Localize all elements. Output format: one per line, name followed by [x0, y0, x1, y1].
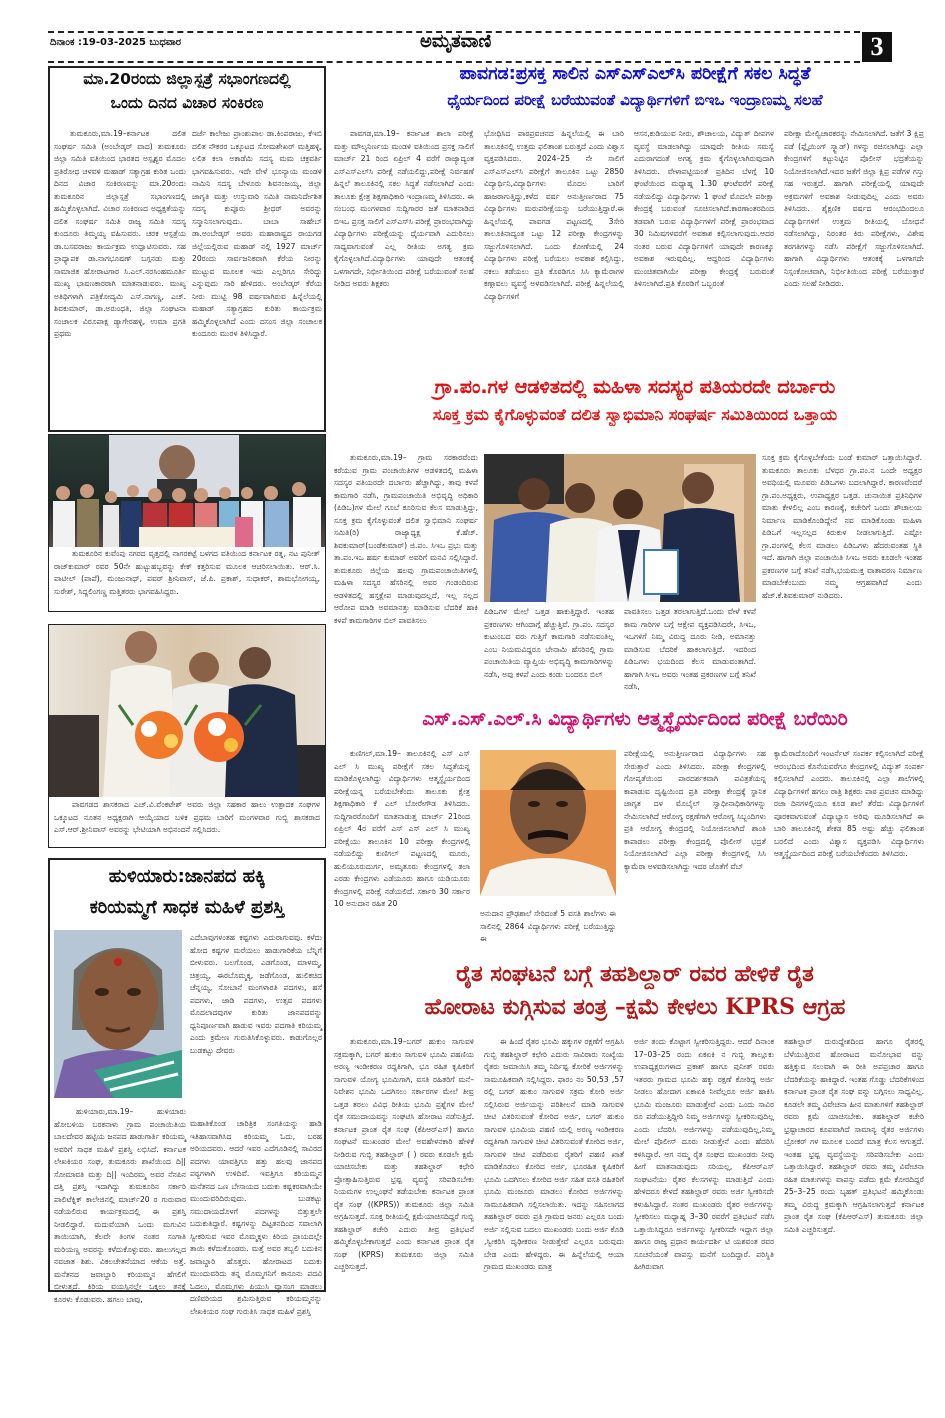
seminar-body-col-2: ದರ್ಜೆ ಕಾಲೇಜು ಪ್ರಾಂಶುಪಾಲ ಡಾ.ಕಿಂಪರಾಜು, ಕೆಇಬಿ ದಲಿತ ನೌಕರರ ಒಕ್ಕೂಟದ ಸೋಮಶೇಖರ್ ಮತ್ತಿಹಳ್ಳಿ, ಲಲಿತ ಕಲಾ ಅಕಾಡೆಮಿ ಸದಸ್ಯ ಮಮ ಚಕ್ರವರ್ತಿ ಭಾಗವಹಿಸುವರು. ಇದೇ ವೇಳೆ ಭೂನ್ಯಾಯ ಮಂಡಳಿ ನಾಮಿನಿ ಸದಸ್ಯ ಬೇಳೂರು ಶಿವನಂಜಯ್ಯ, ಜಿಲ್ಲಾ ಜಾಗೃತಿ ಮತ್ತು ಉಸ್ತುವಾರಿ ಸಮಿತಿ ನಾಮನಿರ್ದೇಶಿತ ಸದಸ್ಯ ಕುಪ್ಪೂರು ಶ್ರೀಧರ್ ಅವರನ್ನು ಸನ್ಮಾನಿಸಲಾಗುವುದು. ಬಾಬಾ ಸಾಹೇಬ್ ಡಾ.ಅಂಬೇಡ್ಕರ್ ಅವರು ಮಹಾರಾಷ್ಟ್ರದ ರಾಯಗಡ ಜಿಲ್ಲೆಯಲ್ಲಿರುವ ಮಹಾಡ್ ನಲ್ಲಿ 1927 ಮಾರ್ಚ್ 20ರಂದು ಸಾರ್ವಜನಿಕವಾಗಿ ಕೆರೆಯ ನೀರನ್ನು ಮುಟ್ಟುವ ಮೂಲಕ ಇದು ಎಲ್ಲರಿಗೂ ಸೇರಿದ್ದು ಎನ್ನುವುದು ಸಾರಿ ಹೇಳಿದರು. ಅಂಬೇಡ್ಕರ್ ಕೆರೆಯ ನೀರು ಮುಟ್ಟಿ 98 ವರ್ಷವಾಗಿರುವ ಹಿನ್ನೆಲೆಯಲ್ಲಿ ಮಹಾಡ್ ಸತ್ಯಾಗ್ರಹದ ಕುರಿತು ಕಾರ್ಯಕ್ರಮ ಹಮ್ಮಿಕೊಳ್ಳಲಾಗಿದೆ ಎಂದು ದಸಂಸ ಜಿಲ್ಲಾ ಸಂಚಾಲಕ ಕುಂದೂರು ಮುರಳಿ ತಿಳಿಸಿದ್ದಾರೆ. [192, 129, 322, 338]
birthday-photo-caption: ತುಮಕೂರಿನ ಕುವೆಂಪು ನಗರದ ವೃತ್ತದಲ್ಲಿ ನಾಗರಕಟ್ಟೆ ಬಳಗದ ವತಿಯಿಂದ ಕರ್ನಾಟಕ ರತ್ನ, ನಟ ಪುನೀತ್ ರಾಜ್‌ಕುಮಾರ್ ರವರ 50ನೇ ಹುಟ್ಟುಹಬ್ಬವನ್ನು ಕೇಕ್ ಕತ್ತರಿಸುವ ಮೂಲಕ ಆಚರಿಸಲಾಯಿತು. ಆರ್.ಸಿ. ಪಾಟೀಲ್ (ಪಾಪೆ), ಮಂಜುನಾಥ್, ಪವರ್ ಶ್ರೀನಿವಾಸ್, ಜೆ.ಪಿ. ಪ್ರಕಾಶ್, ಸುಧಾಕರ್, ಶಾಮಭೋಗಯ್ಯ, ಸುರೇಶ್, ಸಿದ್ದಲಿಂಗಣ್ಣ ಮತ್ತಿತರರು ಭಾಗವಹಿಸಿದ್ದರು. [54, 549, 320, 596]
kunigal-body-col-2: ಪರೀಕ್ಷೆಯಲ್ಲಿ ಅನುತ್ತೀರ್ಣರಾದ ವಿದ್ಯಾರ್ಥಿಗಳು ಸಹ ಸೇರುತ್ತಾರೆ ಎಂದು ತಿಳಿಸಿದರು. ಪರೀಕ್ಷಾ ಕೇಂದ್ರಗಳಲ್ಲಿ ಗೋಪ್ಯತೆಯಿಂದ ಪಾರದರ್ಶಕವಾಗಿ ಪವಿತ್ರತೆಯನ್ನ ಕಾಪಾಡುವ ದೃಷ್ಟಿಯಿಂದ ಪ್ರತಿ ಪರೀಕ್ಷಾ ಕೇಂದ್ರಕ್ಕೆ ಸ್ಥಾನಿಕ ಜಾಗೃತ ದಳ ಮೊಬೈಲ್ ಸ್ವಾಧೀನಾಧಿಕಾರಿಗಳನ್ನು ನೇಮಿಸಲಾಗಿದೆ ಆರೋಗ್ಯ ರಕ್ಷಣೆಗಾಗಿ ಆರೋಗ್ಯ ಸಿಬ್ಬಂದಿಗಳು ಪ್ರತಿ ಆರೋಗ್ಯ ಕೇಂದ್ರದಲ್ಲಿ ನಿಯೋಜಿಸಲಾಗಿದೆ ಶಾಂತಿ ಕಾಪಾಡಲು ಪರೀಕ್ಷಾ ಕೇಂದ್ರದಲ್ಲಿ ಪೊಲೀಸ್ ಭದ್ರತೆ ನಿಯೋಜಿಸಲಾಗಿದೆ ಎಲ್ಲಾ ಪರೀಕ್ಷಾ ಕೇಂದ್ರಗಳಲ್ಲಿ ಸಿಸಿ ಕ್ಯಾಮೆರಾ ಅಳವಡಿಸಲಾಗಿದ್ದು ಇದರ ಜೊತೆಗೆ ವೆಬ್ [624, 749, 766, 871]
birthday-photo-illustration [49, 435, 325, 547]
pavagada-body-col-2: ಭೋಧಿಸಿದ ಪಾಠಪ್ರವಚನದ ಹಿನ್ನಲೆಯಲ್ಲಿ ಈ ಬಾರಿ ತಾಲೂಕಿನಲ್ಲಿ ಉತ್ತಮ ಫಲಿತಾಂಶ ಬರುತ್ತದೆ ಎಂದು ವಿಶ್ವಾಸ ವ್ಯಕ್ತಪಡಿಸಿದರು. 2024–25 ನೇ ಸಾಲಿಗೆ ಎಸ್‌ಎಸ್‌ಎಲ್‌ಸಿ ಪರೀಕ್ಷೆಗೆ ತಾಲೂಕಿನ ಒಟ್ಟು 2850 ವಿದ್ಯಾರ್ಥಿನಿ,ವಿದ್ಯಾರ್ಥಿಗಳು ಮೊದಲ ಬಾರಿಗೆ ಹಾಜರಾಗುತ್ತಿದ್ದು,ಕಳೆದ ವರ್ಷ ಅನುತ್ತೀರ್ಣರಾದ 75 ವಿದ್ಯಾರ್ಥಿಗಳು ಮರುಪರೀಕ್ಷೆಯನ್ನು ಬರೆಯುತ್ತಿದ್ದಾರೆ.ಈ ಹಿನ್ನಲೆಯಲ್ಲಿ ಪಾವಗಡ ಪಟ್ಟಣದಲ್ಲಿ 3ಸೇರಿ ತಾಲೂಕಿನಾದ್ಯಂತ ಒಟ್ಟು 12 ಪರೀಕ್ಷಾ ಕೇಂದ್ರಗಳನ್ನು ಸಜ್ಜುಗೊಳಿಸಲಾಗಿದೆ. ಒಂದು ಕೋಣೆಯಲ್ಲಿ 24 ವಿದ್ಯಾರ್ಥಿಗಳು ಪರೀಕ್ಷೆ ಬರೆಯಲು ಅವಕಾಶ ಕಲ್ಪಿಸಿದ್ದು, ನಕಲು ತಡೆಯಲು ಪ್ರತಿ ಕೊಠಡಿಗೂ ಸಿಸಿ ಕ್ಯಾಮೆರಾಗಳ ಕಣ್ಗಾವಲು ವ್ಯವಸ್ಥೆ ಅಳವಡಿಸಲಾಗಿದೆ. ಪರೀಕ್ಷೆ ಹಿನ್ನಲೆಯಲ್ಲಿ ವಿದ್ಯಾರ್ಥಿಗಳಿಗೆ [484, 129, 624, 301]
pavagada-body-col-3: ಆಸನ,ಕುಡಿಯುವ ನೀರು, ಶೌಚಾಲಯ, ವಿದ್ಯುತ್ ದೀಪಗಳ ವ್ಯವಸ್ಥೆ ಮಾಡಲಾಗಿದ್ದು ಯಾವುದೇ ರೀತಿಯ ಸಮಸ್ಯೆ ಎದುರಾಗದಂತೆ ಅಗತ್ಯ ಕ್ರಮ ಕೈಗೊಳ್ಳಲಾಗಿರುವುದಾಗಿ ತಿಳಿಸಿದರು. ವೇಳಾಪಟ್ಟಿಯಂತೆ ಪ್ರತಿದಿನ ಬೆಳಗ್ಗೆ 10 ಘಂಟೆಯಿಂದ ಮಧ್ಯಾಹ್ನ 1.30 ಘಂಟೆವರೆಗೆ ಪರೀಕ್ಷೆ ನಡೆಯಲಿದ್ದು ವಿದ್ಯಾರ್ಥಿಗಳು 1 ಘಂಟೆ ಮೊದಲೇ ಪರೀಕ್ಷಾ ಕೇಂದ್ರಕ್ಕೆ ಬರುವಂತೆ ಸೂಚಿಸಲಾಗಿದೆ.ಕಾರಣಾಂತರದಿಂದ ತಡವಾಗಿ ಬರುವ ವಿದ್ಯಾರ್ಥಿಗಳಿಗೆ ಪರೀಕ್ಷೆ ಪ್ರಾರಂಭವಾದ 30 ನಿಮಿಷಗಳವರೆಗೆ ಅವಕಾಶ ಕಲ್ಪಿಸಲಾಗುವುದು.ಆದರ ನಂತರ ಬರುವ ವಿದ್ಯಾರ್ಥಿಗಳಿಗೆ ಯಾವುದೇ ಕಾರಣಕ್ಕೂ ಅವಕಾಶ ಇರುವುದಿಲ್ಲ. ಆದ್ದರಿಂದ ವಿದ್ಯಾರ್ಥಿಗಳು ಮುಂಚಿತವಾಗಿಯೇ ಪರೀಕ್ಷಾ ಕೇಂದ್ರಕ್ಕೆ ಬರುವಂತೆ ತಿಳಿಸಲಾಗಿದೆ.ಪ್ರತಿ ಕೊಠಡಿಗೆ ಒಬ್ಬರಂತೆ [634, 129, 774, 288]
gp-body-col-1: ತುಮಕೂರು,ಮಾ.19– ಗ್ರಾಮ ಸರಕಾರವೆಂದು ಕರೆಯುವ ಗ್ರಾಮ ಪಂಚಾಯಿತಿಗಳ ಆಡಳಿತದಲ್ಲಿ ಮಹಿಳಾ ಸದಸ್ಯರ ಪತಿಯರದೇ ದರ್ಬಾರು ಹೆಚ್ಚಾಗಿದ್ದು, ತಾವು ಕಳಪೆ ಕಾಮಗಾರಿ ನಡೆಸಿ, ಗ್ರಾಮಪಂಚಾಯಿತಿ ಅಭಿವೃದ್ಧಿ ಅಧಿಕಾರಿ (ಪಿಡಿಒ)ಗಳ ಮೇಲೆ ಗೂಬೆ ಕೂರಿಸುವ ಕೆಲಸ ಮಾಡುತ್ತಿದ್ದು, ಸೂಕ್ತ ಕ್ರಮ ಕೈಗೊಳ್ಳುವಂತೆ ದಲಿತ ಸ್ವಾಭಿಮಾನಿ ಸಂಘರ್ಷ ಸಮಿತಿ(ರಿ) ರಾಜ್ಯಾಧ್ಯಕ್ಷ ಕೆ.ಹೆಚ್. ಶಿವಕುಮಾರ್(ಬಂಡೆಕುಮಾರ್) ಜಿ.ಪಂ. ಸಿಇಒ ಪ್ರಭು ಮತ್ತು ತಾ.ಪಂ.ಇಒ ಹರ್ಷ ಕುಮಾರ್ ಅವರಿಗೆ ಮನವಿ ಸಲ್ಲಿಸಿದ್ದಾರೆ. ತುಮಕೂರು ಜಿಲ್ಲೆಯ ಹಲವು ಗ್ರಾಮಪಂಚಾಯಿತಿಗಳಲ್ಲಿ ಮಹಿಳಾ ಸದಸ್ಯರ ಹೆಸರಿನಲ್ಲಿ ಅವರ ಗಂಡಂದಿರುವ ಆಡಳಿತದಲ್ಲಿ ಹಸ್ತಕ್ಷೇಪ ಮಾಡುವುದಲ್ಲದೆ, ಇಲ್ಲ ಸಲ್ಲದ ಆರೋಪ ಮಾಡಿ ಅವಮಾನತ್ತು ಮಾಡಿಸುವ ಬೆದರಿಕೆ ಹಾಕಿ ಕಳಪೆ ಕಾಮಗಾರಿಗಳ ಬಿಲ್ ಪಾವತಿಸಲು [334, 453, 478, 625]
photo-story-birthday [48, 434, 326, 612]
kariyamma-portrait-illustration [54, 930, 182, 1098]
article-seminar [48, 66, 326, 432]
kunigal-photo-caption: ಅನುದಾನ ಪ್ರೌಢಶಾಲೆ ಸೇರಿದಂತೆ 5 ವಸತಿ ಶಾಲೆಗಳು ಈ ಸಾಲಿನಲ್ಲಿ 2864 ವಿದ್ಯಾರ್ಥಿಗಳು ಪರೀಕ್ಷೆ ಬರೆಯುತ್ತಿದ್ದು ಈ [480, 909, 616, 943]
photo-story-mla [48, 624, 326, 848]
folk-body-left-bottom: ಹುಳಿಯಾರು,ಮಾ.19– ಹುಳಿಯಾರು ಹೋಬಳಿಯ ಬರಕನಾಳು ಗ್ರಾಮ ಪಂಚಾಯಿತಿಯ ಬಾಲದೇವರ ಹಟ್ಟಿಯ ಜನಪದ ಹಾಡುಗಾರ್ತಿ ಕರಿಯಮ್ಮ ಅವರಿಗೆ ಸಾಧಕ ಮಹಿಳೆ ಪ್ರಶಸ್ತಿ ಲಭಿಸಿದೆ. ಕರ್ನಾಟಕ ಲೇಖಕಿಯರ ಸಂಘ, ತುಮಕೂರು ಶಾಖೆಯಿಂದ ದಿ|| ಸೋಮಾವತಿ ಮತ್ತು ದಿ|| ಇಂದಿರಮ್ಮ ಅವರ ನೆನಪಿನ ದತ್ತಿ ಪ್ರಶಸ್ತಿ ಇದಾಗಿದ್ದು ತುಮಕೂರಿನ ಸರ್ಕಾರಿ ಪಾಲಿಟೆಕ್ನಿಕ್ ಕಾಲೇಜಿನಲ್ಲಿ ಮಾರ್ಚ್20 ರ ಗುರುವಾರ ನಡೆಯಲಿರುವ ಕಾರ್ಯಕ್ರಮದಲ್ಲಿ ಈ ಪ್ರಶಸ್ತಿ ನೀಡಲಿದ್ದಾರೆ. ಮದುವೆಯಾಗಿ ಒಂದು ಮಗುವಿನ ತಾಯಿಯಾಗಿ, ಕೆಲವೇ ತಿಂಗಳ ನಂತರ ಸಂಗಾತಿ ಮರಿಯಣ್ಣ ಅವರನ್ನು ಕಳೆದುಕೊಳ್ಳುವರು. ಹಾಲುಗಲ್ಲದ ನವಜಾತ ಶಿಶು. ವಿಕಲಚೇತನೆಯಾದ ಆಕೆಯ ಅತ್ತೆ. ಮನೆತನದ ಜವಾಬ್ದಾರಿ ಕರಿಯಮ್ಮನ ಹೆಗಲಿಗೆ ಬೀಳುತ್ತದೆ. ಕಿರಿಯ ವಯಸ್ಸಿನಲ್ಲೇ ಒಕ್ಕಲು ತನಕ್ಕೆ ಕೂರಳು ಕೊಡುವರು. ಹಗಲು ಬಾವು, [54, 1107, 186, 1304]
folk-headline-2: ಕರಿಯಮ್ಮಗೆ ಸಾಧಕ ಮಹಿಳೆ ಪ್ರಶಸ್ತಿ [89, 896, 285, 918]
kprs-body-col-3: ಅರ್ಜಿ ತಂದು ಕೊಟ್ಟಾಗ ಸ್ವೀಕರಿಸುತ್ತಿದ್ದರು. ಆದರೆ ದಿನಾಂಕ 17–03–25 ರಂದು ಏಕಏಕಿ ನ ಗುಬ್ಬಿ ತಾಲ್ಲೂಕು ಉಪಾಧ್ಯಕ್ಷರುಗಳಾದ ಪ್ರಕಾಶ್ ಹಾಗೂ ಪುನೀತ್ ರವರು ಇತರರು ಗ್ರಾಮದ ಭೂಮಿ ಹಕ್ಕು ರಕ್ಷಣೆ ಕೋರಿದ್ದ ಅರ್ಜಿ ನೀಡಲು ಹೋದಾಗ ಏಕಾಏಕಿ ನೀವೆಲ್ಲರೂ ಅರ್ಜಿ ಹಾಕಿಸಿ ಭೂಮಿ ಮಂಜೂರು ಮಾಡುತ್ತೇವೆ ಎಂದು ಒಂದು ಸಾವಿರ ರೂ ಪಡೆಯುತ್ತಿದ್ದೀರಿ ನಿಮ್ಮ ಅರ್ಜಿಗಳನ್ನು ಸ್ವೀಕರಿಸುವುದಿಲ್ಲ ಎಂದು ಬೆದರಿಸಿ ಅರ್ಜಿಗಳನ್ನು ಪಡೆಯುವುದಿಲ್ಲ,ನಿಮ್ಮ ಮೇಲೆ ಪೊಲೀಸ್ ದೂರು ನೀಡುತ್ತೇನೆ ಎಂದು ಹೆದರಿಸಿ ಕಳಿಸಿದ್ದಾರೆ. ಆಗ ನಮ್ಮ ರೈತ ಸಂಘದ ಮುಖಂಡರು ನೀವು ಹೀಗೆ ಮಾತನಾಡುವುದು ಸರಿಯಲ್ಲ, ಕೆಪಿಆರ್‌ಎಸ್ ಸಂಘಟನೆಯು ರೈತರ ಕೆಲಸಗಳನ್ನು ಮಾಡುತ್ತಿದೆ ಎಂದು ಹೇಳಿದರೂ ಕೇಳದೆ ತಹಶಿಲ್ದಾರ್ ರವರು ಅರ್ಜಿ ಸ್ವೀಕರಿಸದೇ ಕಳುಹಿಸಿದ್ದಾರೆ. ನಂತರ ಮುಖಂಡರು ರೈತರ ಅರ್ಜಿಗಳನ್ನು ಸ್ವೀಕರಿಸಲು ಮಧ್ಯಾಹ್ನ 3–30 ರವರೆಗೆ ಪ್ರತಿಭಟನೆ ನಡೆಸಿ ಒತ್ತಾಯಿಸಿದ್ದರೂ ಅರ್ಜಿಗಳನ್ನು ಸ್ವೀಕರಿಸದೇ ಇದ್ದಾಗ ಜಿಲ್ಲಾ ಹಾಗೂ ರಾಜ್ಯ ಪ್ರಧಾನ ಕಾರ್ಯದರ್ಶಿ ಟಿ ಯಶವಂತ ರವರ ಸೂಚನೆಯಂತೆ ವಾಪಸ್ಸು ಮನೆಗೆ ಬಂದಿದ್ದಾರೆ. ಪರಿಸ್ಥಿತಿ ಹೀಗಿರುವಾಗ [634, 1037, 774, 1271]
birthday-photo [49, 435, 325, 547]
article-sslc-kunigal [330, 702, 940, 956]
kprs-headline-1: ರೈತ ಸಂಘಟನೆ ಬಗ್ಗೆ ತಹಶಿಲ್ದಾರ್ ರವರ ಹೇಳಿಕೆ ರೈತ [456, 961, 814, 987]
kprs-body-col-4: ತಹಶಿಲ್ದಾರ್ ದುರುದ್ದೇಶದಿಂದ ಹಾಗೂ ರೈತರಲ್ಲಿ ಬೆಳೆಯುತ್ತಿರುವ ಹೋರಾಟದ ಮನೋಭಾವ ವನ್ನು ಹತ್ತಿಕ್ಕುವ ಸಲುವಾಗಿ ಈ ರೀತಿ ಅಪಪ್ರಚಾರ ಹಾಗೂ ಬೆದರಿಕೆಯನ್ನು ಹಾಕಿದ್ದಾರೆ. ಇಂತಹ ಗೊಡ್ಡು ಬೆದರಿಕೆಗಳಿಂದ ಕರ್ನಾಟಕ ಪ್ರಾಂತ ರೈತ ಸಂಘ ವನ್ನು ಬಗ್ಗಿಸಲು ಸಾಧ್ಯವಿಲ್ಲ. ಕೂಡಲೇ ತಮ್ಮ ವಿವೇಚನಾ ಹೀನ ಮಾತುಗಳಿಗೆ ತಹಶಿಲ್ದಾರ್ ರವರು ಕ್ಷಮೆ ಯಾಚಿಸಬೇಕು. ತಹಶಿಲ್ದಾರ್ ಕಚೇರಿ ಭ್ರಷ್ಟಾಚಾರದ ಕೂಪವಾಗಿದೆ ಸಾಮಾನ್ಯ ರೈತರ ಅರ್ಜಿಗಳು ಬ್ರೋಕರ್ ಗಳ ಮೂಲಕ ಬಂದರೆ ಮಾತ್ರ ಕೆಲಸ ಆಗುತ್ತದೆ. ಇಂತಹ ಭ್ರಷ್ಟ ವ್ಯವಸ್ಥೆಯನ್ನು ಸರಿಪಡಿಸಬೇಕು ಎಂದು ಒತ್ತಾಯಿಸಿದ್ದಾರೆ. ತಹಶಿಲ್ದಾರ್ ರವರು ತಮ್ಮ ವಿವೇಚನಾ ರಹಿತ ಮಾತುಗಳನ್ನು ವಾಪಸ್ಸು ಪಡೆದು ಕ್ಷಮೆ ಕೋರದಿದ್ದರೆ 25–3–25 ರಂದು ಬೃಹತ್ ಪ್ರತಿಭಟನೆ ಹಮ್ಮಿಕೊಂಡು ತಮ್ಮ ವಿರುದ್ಧ ಕ್ರಮಕ್ಕಾಗಿ ಆಗ್ರಹಿಸಲಾಗುತ್ತದೆ ಕರ್ನಾಟಕ ಪ್ರಾಂತ ರೈತ ಸಂಘ (ಕೆಪಿಆರ್‌ಎಸ್) ತುಮಕೂರು ಜಿಲ್ಲಾ ಸಮಿತಿ ಎಚ್ಚರಿಸುತ್ತದೆ. [784, 1037, 924, 1234]
beo-portrait [480, 750, 616, 896]
article-grama-panchayat [330, 370, 940, 700]
article-sslc-pavagada [330, 62, 940, 368]
kprs-body-col-1: ತುಮಕೂರು,ಮಾ.19–ಬಗರ್ ಹುಕುಂ ಸಾಗುವಳಿ ಸಕ್ರಮಕ್ಕಾಗಿ, ಬಗರ್ ಹುಕುಂ ಸಾಗುವಳಿ ಭೂಮಿ ಪಹಣಿಯ ಅರಣ್ಯ ಇಂಡೀಕರಣ ರದ್ದತಿಗಾಗಿ, ಭೂ ರಹಿತ ಕೃಷಿಕರಿಗೆ ಸಾಗುವಳಿ ಯೋಗ್ಯ ಭೂಮಿಗಾಗಿ, ವಸತಿ ರಹಿತರಿಗೆ ಮನೆ–ನಿವೇಶನ ಭೂಮಿ ಒದಗಿಸಲು ಸರ್ಕಾರಗಳ ಮೇಲೆ ತೀವ್ರ ಒತ್ತಡ ತರಲು ವಿವಿಧ ರೀತಿಯ ಭೂಮಿ ಪ್ರಶ್ನೆಗಳ ಮೇಲೆ ರೈತ ಸಮುದಾಯವನ್ನು ಸಂಘಟಿಸಿ ಹೋರಾಟ ನಡೆಸುತ್ತಿದೆ. ಕರ್ನಾಟಕ ಪ್ರಾಂತ ರೈತ ಸಂಘ (ಕೆಪಿಆರ್‌ಎಸ್) ಹಾಗೂ ಸಂಘಟನೆ ಮುಖಂಡರ ಮೇಲೆ ಅವಹೇಳನಕಾರಿ ಹೇಳಿಕೆ ನೀಡಿರುವ ಗುಬ್ಬಿ ತಹಶಿಲ್ದಾರ್ ( ) ರವರು ಕೂಡಲೇ ಕ್ಷಮೆ ಯಾಚಿಸಬೇಕು ಮತ್ತು ತಹಶಿಲ್ದಾರ್ ಕಛೇರಿ ಪ್ರೋತ್ಸಾಹಿಸುತ್ತಿರುವ ಭ್ರಷ್ಟ ವ್ಯವಸ್ಥೆ ಸರಿಪಡಿಸಬೇಕು ನಿಯಮಗಳ ಉಲ್ಲಂಘನೆ ತಡೆಯಬೇಕು ಕರ್ನಾಟಕ ಪ್ರಾಂತ ರೈತ ಸಂಘ ((KPRS)) ತುಮಕೂರು ಜಿಲ್ಲಾ ಸಮಿತಿ ಅಗ್ರಹಿಸುತ್ತದೆ. ಸೂಕ್ತ ರೀತಿಯಲ್ಲಿ ಕ್ಷಮೆಯಾಚಿಸದಿದ್ದರೆ ಗುಬ್ಬಿ ತಹಶಿಲ್ದಾರ್ ಕಚೇರಿ ಎದುರು ತೀವ್ರ ಪ್ರತಿಭಟನೆ ಹಮ್ಮಿಕೊಳ್ಳಬೇಕಾಗುತ್ತದೆ ಎಂದು ಕರ್ನಾಟಕ ಪ್ರಾಂತ ರೈತ ಸಂಘ (KPRS) ತುಮಕೂರು ಜಿಲ್ಲಾ ಸಮಿತಿ ಎಚ್ಚರಿಸುತ್ತದೆ. [334, 1037, 474, 1271]
mla-photo [49, 625, 325, 797]
mla-photo-illustration [49, 625, 325, 797]
kprs-body-col-2: ಈ ಹಿಂದೆ ರೈತರ ಭೂಮಿ ಹಕ್ಕುಗಳ ರಕ್ಷಣೆಗೆ ಆಗ್ರಹಿಸಿ ಗುಬ್ಬಿ ತಹಶಿಲ್ದಾರ್ ಕಛೇರಿ ಎದುರು ಸಾವಿರಾರು ಸಂಖ್ಯೆಯ ರೈತರು ಜಮಾಯಿಸಿ ತಮ್ಮ ನಿರ್ದಿಷ್ಟ ಕೋರಿಕೆ ಅರ್ಜಿಗಳನ್ನು ಸಾಮೂಹಿಕವಾಗಿ ಸಲ್ಲಿಸಿದ್ದರು. ಫಾರಂ ನಂ 50,53 ,57 ರಲ್ಲಿ ಬಗರ್ ಹುಕುಂ ಸಾಗುವಳಿ ಸಕ್ರಮ ಕೋರಿ ಅರ್ಜಿ ಸಲ್ಲಿಸಿರುವ ಅರ್ಜಿಯನ್ನು ಪರಿಶೀಲನೆ ಮಾಡಿ ಸಾಗುವಳಿ ಚೀಟಿ ವಿತರಿಸುವಂತೆ ಕೋರಿದ ಅರ್ಜಿ, ಬಗರ್ ಹುಕುಂ ಸಾಗುವಳಿ ಭೂಮಿಯ ಪಹಣಿ ಯಲ್ಲಿ ಅರಣ್ಯ ಇಂಡೀಕರಣ ರದ್ದತಿಗಾಗಿ ಸಾಗುವಳಿ ಚೀಟಿ ವಿತರಿಸುವಂತೆ ಕೋರಿದ ಅರ್ಜಿ, ಸಾಗುವಳಿ ಚೀಟಿ ಪಡೆದಿರುವ ರೈತರಿಗೆ ಪಹಣಿ ಖಾತೆ ಮಾಡಿಕೊಡಲು ಕೋರಿದ ಅರ್ಜಿ, ಭೂರಹಿತ ಕೃಷಿಕರಿಗೆ ಭೂಮಿ ಒದಗಿಸಲು ಕೋರಿದ ಅರ್ಜಿ ಸಹಿತ ವಸತಿ ರಹಿತರಿಗೆ ಭೂಮಿ ಮಂಜೂರು ಮಾಡಲು ಕೋರಿದ ಅರ್ಜಿಗಳನ್ನು ಸಾಮೂಹಿಕವಾಗಿ ಸಲ್ಲಿಸಲಾಯಿತು. ಇದನ್ನು ಸಹಿಸಲಾಗದ ತಹಶಿಲ್ದಾರ್ ರವರು ಪ್ರತಿ ಗ್ರಾಮದ ಜನರು ಎಲ್ಲರೂ ಬಂದು ಅರ್ಜಿ ಸಲ್ಲಿಸುವ ಬದಲು ಮುಖಂಡರು ಬಂದು ಅರ್ಜಿ ಕೊಡಿ ,ಸ್ವೀಕರಿಸಿ ದೃಢೀಕರಣ ನೀಡುತ್ತೇವೆ ಎಲ್ಲರೂ ಬರುವುದು ಬೇಡ ಎಂದು ಹೇಳಿದ್ದರು. ಈ ಹಿನ್ನೆಲೆಯಲ್ಲಿ ಆಯಾ ಗ್ರಾಮದ ಮುಖಂಡರು ಮಾತ್ರ [484, 1037, 625, 1271]
gp-body-under-photo-1: ಪಿಡಿಒಗಳ ಮೇಲೆ ಒತ್ತಡ ಹಾಕುತ್ತಿದ್ದಾರೆ. ಇಂತಹ ಪ್ರಕರಣಗಳು ಆಗಿಂದಾಗ್ಗೆ ಹೆಚ್ಚುತ್ತಿವೆ. ಗ್ರಾ.ಪಂ. ಸದಸ್ಯರ ಕುಟುಂಬದ ವರು ಗುತ್ತಿಗೆ ಕಾಮಗಾರಿ ನಡೆಸುವಂತಿಲ್ಲ ಎಂಬ ನಿಯಮವಿದ್ದರೂ ಬೇನಾಮಿ ಹೆಸರಿನಲ್ಲಿ ಗ್ರಾಮ ಪಂಚಾಯಿತಿಯ ವ್ಯಾಪ್ತಿಯ ಅಭಿವೃದ್ಧಿ ಕಾಮಗಾರಿಗಳನ್ನು ನಡೆಸಿ, ಅವು ಕಳಪೆ ಎಂದು ಕಂಡು ಬಂದರೂ ಬಿಲ್ [484, 607, 614, 679]
seminar-body-col-1: ತುಮಕೂರು,ಮಾ.19–ಕರ್ನಾಟಕ ದಲಿತ ಸಂಘರ್ಷ ಸಮಿತಿ (ಅಂಬೇಡ್ಕರ್ ವಾದ) ತುಮಕೂರು ಜಿಲ್ಲಾ ಸಮಿತಿ ವತಿಯಿಂದ ಭಾರತದ ಅಸ್ಪೃಶ್ಯರ ಮೊದಲ ಪ್ರತಿರೋಧ ಚಳವಳಿ ಮಹಾಡ್ ಸತ್ಯಾಗ್ರಹ ಕುರಿತ ಒಂದು ದಿನದ ವಿಚಾರ ಸಂಕಿರಣವನ್ನು ಮಾ.20ರಂದು ತುಮಕೂರಿನ ಜಿಲ್ಲಾಸ್ಪತ್ರೆ ಸಭಾಂಗಣದಲ್ಲಿ ಹಮ್ಮಿಕೊಳ್ಳಲಾಗಿದೆ. ವಿಚಾರ ಸಂಕಿರಣದ ಅಧ್ಯಕ್ಷತೆಯನ್ನು ದಲಿತ ಸಂಘರ್ಷ ಸಮಿತಿ ರಾಜ್ಯ ಸಮಿತಿ ಸದಸ್ಯ ಕುಂದೂರು ತಿಮ್ಮಯ್ಯ ವಹಿಸುವರು. ಚರಕ ಆಸ್ಪತ್ರೆಯ ಡಾ.ಬಸವರಾಜು ಕಾರ್ಯಕ್ರಮ ಉದ್ಘಾಟಿಸುವರು. ಸಹ ಪ್ರಾಧ್ಯಾಪಕ ಡಾ.ನಾಗಭೂಷಣ್ ಬಗ್ಗನಡು ಮತ್ತು ಸಾಮಾಜಿಕ ಹೋರಾಟಗಾರ ಸಿ.ಎಲ್.ನರಸಿಂಹಮೂರ್ತಿ ಮುಖ್ಯ ಭಾಷಣಕಾರರಾಗಿ ಮಾತನಾಡುವರು. ಮುಖ್ಯ ಅತಿಥಿಗಳಾಗಿ ಪತ್ರಿಕೋದ್ಯಮಿ ಎಸ್.ನಾಗಣ್ಣ, ಎಚ್. ಶಿವಕುಮಾರ್, ಡಾ.ಅರುಂಧತಿ, ಜಿಲ್ಲಾ ಸಂಘಟನಾ ಸಂಚಾಲಕ ವಿರೂಪಾಕ್ಷ ಡ್ಯಾಗೇರಹಳ್ಳಿ, ಉಮಾ ಪ್ರಗತಿ ಪ್ರಥಮ [54, 129, 186, 338]
gp-memorandum-photo [484, 454, 756, 602]
folk-headline-1: ಹುಳಿಯಾರು:ಜಾನಪದ ಹಕ್ಕಿ [108, 866, 266, 887]
kprs-headline-2: ಹೋರಾಟ ಕುಗ್ಗಿಸುವ ತಂತ್ರ –ಕ್ಷಮೆ ಕೇಳಲು KPRS ಆಗ್ರಹ [424, 993, 846, 1020]
page-number: 3 [862, 32, 892, 62]
kunigal-body-col-3: ಕ್ಯಾಮೆರಾದೊಂದಿಗೆ ಇಂಟರ್ನೆಟ್ ಸಂಪರ್ಕ ಕಲ್ಪಿಸಲಾಗಿದೆ ಪರೀಕ್ಷೆ ಆರಂಭದಿಂದ ಕೊನೆಯವರೆಗೂ ಕೇಂದ್ರಗಳಲ್ಲಿ ವಿದ್ಯುತ್ ಸಂಪರ್ಕ ಕಲ್ಪಿಸಲಾಗಿದೆ ಎಂದರು. ತಾಲೂಕಿನಲ್ಲಿ ಎಲ್ಲಾ ಶಾಲೆಗಳಲ್ಲಿ ವಿದ್ಯಾರ್ಥಿಗಳಿಗೆ ಹಗಲು ರಾತ್ರಿ ಶಿಕ್ಷಕರು ಪಾಠ ಪ್ರವಚನ ಮಾಡಿದ್ದು ರಜಾ ದಿನಗಳಲ್ಲಿಯೂ ಕೂಡ ಶಾಲೆ ತೆರೆದು ವಿದ್ಯಾರ್ಥಿಗಳಿಗೆ ಪೂರಕವಾಗುವಂತೆ ವಿದ್ಯಾಭ್ಯಾಸ ಅರಿವು ಮೂಡಿಸಲಾಗಿದೆ ಈ ಬಾರಿ ತಾಲೂಕಿನಲ್ಲಿ ಶೇಕಡ 85 ಅಷ್ಟು ಹೆಚ್ಚು ಫಲಿತಾಂಶ ಬರಲಿದೆ ಎಂದು ವಿಶ್ವಾಸ ವ್ಯಕ್ತಪಡಿಸಿ ವಿದ್ಯಾರ್ಥಿಗಳು ಆತ್ಮಸ್ಥೈರ್ಯದಿಂದ ಪರೀಕ್ಷೆ ಬರೆಯಬೇಕೆಂದರು ತಿಳಿಸಿದರು. [774, 749, 924, 858]
pavagada-body-col-4: ಪರೀಕ್ಷಾ ಮೇಲ್ವಿಚಾರಕರನ್ನು ನೇಮಿಸಲಾಗಿದೆ. ಜತೆಗೆ 3 ಕ್ಷಿಪ್ರ ಪಡೆ (ಫ್ಲೈಯಿಂಗ್ ಸ್ಕ್ವಾಡ್) ಗಳನ್ನು ರಚಿಸಲಾಗಿದ್ದು ಎಲ್ಲಾ ಕೇಂದ್ರಗಳಿಗೆ ಕಟ್ಟುನಿಟ್ಟಿನ ಪೊಲೀಸ್ ಭದ್ರತೆಯನ್ನು ನಿಯೋಜಿಸಲಾಗಿದೆ.ಇದರ ಜತೆಗೆ ಜಿಲ್ಲಾ ಕ್ಷಿಪ್ರ ಪಡೆಗಳ ಗಸ್ತು ಸಹ ಇರುತ್ತದೆ. ಹಾಗಾಗಿ ಪರೀಕ್ಷೆಯಲ್ಲಿ ಯಾವುದೇ ಅಕ್ರಮಗಳಿಗೆ ಅವಕಾಶ ನೀಡುವುದಿಲ್ಲ ಎಂದು ಅವರು ತಿಳಿಸಿದರು. ಶೈಕ್ಷಣಿಕ ವರ್ಷದ ಆರಂಭದಿಂದಲೂ ವಿದ್ಯಾರ್ಥಿಗಳಿಗೆ ಉತ್ತಮ ರೀತಿಯಲ್ಲಿ ಬೋಧನೆ ನಡೆಸಲಾಗಿದ್ದು, ನಿರಂತರ ಕಿರು ಪರೀಕ್ಷೆಗಳು, ವಿಶೇಷ ತರಗತಿಗಳನ್ನು ನಡೆಸಿ ಪರೀಕ್ಷೆಗೆ ಸಜ್ಜುಗೊಳಿಸಲಾಗಿದೆ. ಹಾಗಾಗಿ ವಿದ್ಯಾರ್ಥಿಗಳು ಆತಂಕಕ್ಕೆ ಒಳಗಾಗದೇ ನಿಸ್ಸಂಕೋಚವಾಗಿ, ನಿರ್ಭೀತಿಯಿಂದ ಪರೀಕ್ಷೆ ಬರೆಯುತ್ತಾರೆ ಎಂದು ಸಲಹೆ ನೀಡಿದರು. [784, 129, 924, 288]
article-kprs [330, 958, 940, 1318]
seminar-headline-2: ಒಂದು ದಿನದ ವಿಚಾರ ಸಂಕಿರಣ [110, 94, 264, 113]
mla-photo-caption: ಪಾವಗಡದ ಶಾಸಕರಾದ ಎಚ್.ವಿ.ವೆಂಕಟೇಶ್ ಅವರು ಜಿಲ್ಲಾ ಸಹಕಾರ ಹಾಲು ಉತ್ಪಾದಕ ಸಂಘಗಳ ಒಕ್ಕೂಟದ ನೂತನ ಅಧ್ಯಕ್ಷರಾಗಿ ಆಯ್ಕೆಯಾದ ಬಳಿಕ ಪ್ರಥಮ ಬಾರಿಗೆ ಮಂಗಳವಾರ ಗುಬ್ಬಿ ಶಾಸಕರಾದ ಎಸ್.ಆರ್.ಶ್ರೀನಿವಾಸ್ ಅವರನ್ನು ಭೇಟಿಯಾಗಿ ಅಭಿನಂದನೆ ಸಲ್ಲಿಸಿದರು. [54, 800, 320, 834]
kariyamma-portrait [54, 930, 182, 1098]
newspaper-name: ಅಮೃತವಾಣಿ [420, 31, 492, 52]
gp-body-under-photo-2: ಪಾವತಿಸಲು ಒತ್ತಡ ತರಲಾಗುತ್ತಿದೆ.ಒಂದು ವೇಳೆ ಕಳಪೆ ಕಾಮ ಗಾರಿಗಳ ಬಗ್ಗೆ ಆಕ್ಷೇಪ ವ್ಯಕ್ತಪಡಿಸಿದರೇ, ಸಿಇಒ, ಇಒಗಳಿಗೆ ನಿಮ್ಮ ವಿರುದ್ಧ ದೂರು ನೀಡಿ, ಅಮಾನತ್ತು ಮಾಡಿಸುವ ಬೆದರಿಕೆ ಹಾಕಲಾಗುತ್ತಿದೆ. ಇದರಿಂದ ಪಿಡಿಒಗಳು ಭಯದಿಂದ ಕೆಲಸ ಮಾಡುವಂತಾಗಿದೆ. ಹಾಗಾಗಿ ಸಿಇಒ ಅವರು ಇಂತಹ ಪ್ರಕರಣಗಳ ಬಗ್ಗೆ ತನಿಖೆ ನಡೆಸಿ, [624, 607, 756, 691]
seminar-headline-1: ಮಾ.20ರಂದು ಜಿಲ್ಲಾಸ್ಪತ್ರೆ ಸಭಾಂಗಣದಲ್ಲಿ [83, 70, 291, 88]
folk-body-right-bottom: ಮಹಾತಿಕೊಂಡ ಚಾರಿತ್ರಿಕ ಸಂಗತಿಯನ್ನು ಹಾಡಿ ಇತಿಹಾಸವಾಗಿಸಿದ ಕರಿಯಮ್ಮ ಓದು, ಬರಹ ಅರಿಯದವರು. ಆದರೆ ಇವರ ಎದೆಗೂಡಿನಲ್ಲಿ ಸಾವಿರದ ಪದಗಳು ಯಾವತ್ತಿಗೂ ಹತ್ತು ಹಲವು ಜಾನಪದ ಪಠ್ಯಗಳಾಗಿ ಉಳಿದಿವೆ. ಇವತ್ತಿಗೂ ಕರಿಯಮ್ಮನ ಮನೆತನದ ಒಣ ಬೇಸಾಯದ ಬದುಕು ಕಷ್ಟಕರವಾಗಿಯೇ ಮುಂದುವರಿದಿರುವುದು. ಬುಡಕಟ್ಟು ಸಮುದಾಯದೊಳಗೆ ಪದಗಳನ್ನು ಬಿತ್ತುತ್ತಲೇ ಬದುಕುತಿದ್ದಾರೆ. ಕಷ್ಟಗಳನ್ನು ದಿಟ್ಟತನದಿಂದ ಸವಾಲಾಗಿ ಸ್ವೀಕರಿಸುವ ಇವರ ಮೊಮ್ಮಕ್ಕಳು ಕಿರಿಯ ಪ್ರಾಯದಲ್ಲೇ ತಾಯಿ ಕಳೆದುಕೊಂಡರು. ಮತ್ತೆ ಅವರ ತಬ್ಬಲಿ ಬದುಕಿನ ಜವಾಬ್ದಾರಿ ಹೊತ್ತರು. ಹೋರಾಟದ ಬದುಕು ಮುಂದುವರಿದು ತನ್ನ ಮೊಮ್ಮಗನಿಗೆ ಕಾನೂನು ಪದವಿ ಓದಲು, ಮೊಮ್ಮಗಳು ಪಿಯುಸಿ ವ್ಯಾಸಂಗ ಮಾಡಲು ದಣಿವರಿಯದ ಶ್ರಮಿಸುತ್ತಿರುವ ಕರಿಯಮ್ಮನನ್ನು ಲೇಖಕಿಯರ ಸಂಘ ಗುರುತಿಸಿ ಸಾಧಕ ಮಹಿಳೆ ಪ್ರಶಸ್ತಿ [190, 1119, 322, 1316]
issue-date: ದಿನಾಂಕ :19-03-2025 ಬುಧವಾರ [50, 37, 182, 48]
kunigal-headline: ಎಸ್.ಎಸ್.ಎಲ್.ಸಿ ವಿದ್ಯಾರ್ಥಿಗಳು ಆತ್ಮಸ್ಥೈರ್ಯದಿಂದ ಪರೀಕ್ಷೆ ಬರೆಯಿರಿ [422, 708, 848, 730]
pavagada-headline-1: ಪಾವಗಡ:ಪ್ರಸಕ್ತ ಸಾಲಿನ ಎಸ್‌ಎಸ್‌ಎಲ್‌ಸಿ ಪರೀಕ್ಷೆಗೆ ಸಕಲ ಸಿದ್ಧತೆ [459, 64, 811, 84]
pavagada-body-col-1: ಪಾವಗಡ,ಮಾ.19– ಕರ್ನಾಟಕ ಶಾಲಾ ಪರೀಕ್ಷೆ ಮತ್ತು ಮೌಲ್ಯನಿರ್ಣಯ ಮಂಡಳಿ ವತಿಯಿಂದ ಪ್ರಸಕ್ತ ಸಾಲಿಗೆ ಮಾರ್ಚ್ 21 ರಿಂದ ಏಪ್ರಿಲ್ 4 ವರೆಗೆ ರಾಜ್ಯಾದ್ಯಂತ ಎಸ್‌ಎಸ್‌ಎಲ್‌ಸಿ ಪರೀಕ್ಷೆ ನಡೆಯಲಿದ್ದು,ಪರೀಕ್ಷೆ ನಿರ್ವಹಣೆ ಹಿನ್ನಲೆ ತಾಲೂಕಿನಲ್ಲಿ ಸಕಲ ಸಿದ್ಧತೆ ನಡೆಸಲಾಗಿದೆ ಎಂದು ತಾಲೂಕು ಕ್ಷೇತ್ರ ಶಿಕ್ಷಣಾಧಿಕಾರಿ ಇಂದ್ರಾಣಮ್ಮ ತಿಳಿಸಿದರು. ಈ ಸಂಬಂಧ ಮಂಗಳವಾರ ಸುದ್ದಿಗಾರರ ಜತೆ ಮಾತನಾಡಿದ ಬಿಇಒ ಪ್ರಸಕ್ತ ಸಾಲಿಗೆ ಎಸ್‌ಎಸ್‌ಸಿ ಪರೀಕ್ಷೆ ಪ್ರಾರಂಭವಾಗಿದ್ದು ವಿದ್ಯಾರ್ಥಿಗಳು ಪರೀಕ್ಷೆಯನ್ನು ಧೈರ್ಯವಾಗಿ ಎದುರಿಸಲು ಸಾಧ್ಯವಾಗುವಂತೆ ಎಲ್ಲ ರೀತಿಯ ಅಗತ್ಯ ಕ್ರಮ ಕೈಗೊಳ್ಳಲಾಗಿದೆ.ವಿದ್ಯಾರ್ಥಿಗಳು ಯಾವುದೇ ಆತಂಕಕ್ಕೆ ಒಳಗಾಗದೇ, ನಿರ್ಭೀತಿಯಿಂದ ಪರೀಕ್ಷೆ ಬರೆಯುವಂತೆ ಸಲಹೆ ನೀಡಿದ ಅವರು ಶಿಕ್ಷಕರು [334, 129, 474, 288]
gp-memorandum-photo-illustration [484, 454, 756, 602]
folk-body-right-top: ಎದೆಬಾವುಗಳಂತಹ ಕಷ್ಟಗಳು ಎದುರಾಗುವವು. ಕಳೆದು ಹೋದ ಕಷ್ಟಗಳ ಮರೆಯಲು ಹಾಡುಗಾರಿಕೆಯ ಬೆನ್ನಿಗೆ ಬೀಳುವರು. ಬಲಗೊಂಡ, ಎಡಗೊಂಡ, ಮಾಳಮ್ಮ, ಚಿತ್ರಯ್ಯ, ಈರಬೊಮ್ಮಕ್ಕ, ಜಡೆಗೊಂಡ, ಹುಲಿಕಚಿದ ಚೆನ್ನಯ್ಯ, ಸೋಬಾನೆ ಮಂಗಳಾರತಿ ಪದಗಳು, ಹಸೆ ಪದಗಳು, ಜಾಡಿ ಪದಗಳು, ಉತ್ಸವ ಪದಗಳು ಮೊದಲಾದವುಗಳ ಕುರಿತು ಜಾನಪದವನ್ನು ಧ್ವನಿಪೂರ್ಣವಾಗಿ ಹಾಡುವ ಇವರು ಪದಗಾತಿ ಕರಿಯಮ್ಮ ಎಂದು ಕ್ರಮೇಣ ಗುರುತಿಸಿಕೊಳ್ಳುವರು. ಕಾಡುಗೊಲ್ಲರ ಬುಡಕಟ್ಟು ದೇವರು [190, 933, 322, 1055]
beo-portrait-illustration [480, 750, 616, 896]
gp-headline-1: ಗ್ರಾ.ಪಂ.ಗಳ ಆಡಳಿತದಲ್ಲಿ ಮಹಿಳಾ ಸದಸ್ಯರ ಪತಿಯರದೇ ದರ್ಬಾರು [434, 376, 836, 398]
gp-headline-2: ಸೂಕ್ತ ಕ್ರಮ ಕೈಗೊಳ್ಳುವಂತೆ ದಲಿತ ಸ್ವಾಭಿಮಾನಿ ಸಂಘರ್ಷ ಸಮಿತಿಯಿಂದ ಒತ್ತಾಯ [432, 404, 838, 424]
article-folk-singer [48, 858, 326, 1316]
kunigal-body-col-1: ಕುಣಿಗಲ್,ಮಾ.19– ತಾಲೂಕಿನಲ್ಲಿ ಎಸ್ ಎಸ್ ಎಲ್ ಸಿ ಮುಖ್ಯ ಪರೀಕ್ಷೆಗೆ ಸಕಲ ಸಿದ್ಧತೆಯನ್ನ ಮಾಡಿಕೊಳ್ಳಲಾಗಿದ್ದು ವಿದ್ಯಾರ್ಥಿಗಳು ಆತ್ಮಸ್ಥೈರ್ಯದಿಂದ ಪರೀಕ್ಷೆಯನ್ನ ಬರೆಯಬೇಕೆಂದು ತಾಲೂಕು ಕ್ಷೇತ್ರ ಶಿಕ್ಷಣಾಧಿಕಾರಿ ಕೆ ಎಲ್ ಬೋರೇಗೌಡ ತಿಳಿಸಿದರು. ಸುದ್ದಿಗಾರರೊಂದಿಗೆ ಮಾತನಾಡುತ್ತ ಮಾರ್ಚ್ 21ರಿಂದ ಏಪ್ರಿಲ್ 4ರ ವರೆಗೆ ಎಸ್ ಎಸ್ ಎಲ್ ಸಿ ಮುಖ್ಯ ಪರೀಕ್ಷೆಯು ತಾಲೂಕಿನ 10 ಪರೀಕ್ಷಾ ಕೇಂದ್ರಗಳಲ್ಲಿ ನಡೆಯಲಿದ್ದು ಕುಣಿಗಲ್ ಪಟ್ಟಣದಲ್ಲಿ ಮೂರು, ಹುಲಿಯೂರುದುರ್ಗ, ಅಮೃತೂರು ಕೇಂದ್ರಗಳಲ್ಲಿ ತಲಾ ಎರಡು ಕೇಂದ್ರಗಳು ಎಡೆಯೂರು ಹಾಗೂ ಯಡಿಯೂರು ಕೇಂದ್ರಗಳಲ್ಲಿ ಪರೀಕ್ಷೆ ನಡೆಯಲಿದೆ. ಸರ್ಕಾರಿ 30 ಸರ್ಕಾರ 10 ಅನುದಾನ ರಹಿತ 20 [334, 749, 470, 908]
gp-body-col-right: ಸೂಕ್ತ ಕ್ರಮ ಕೈಗೊಳ್ಳಬೇಕೆಂದು ಬಂಡೆ ಕುಮಾರ್ ಒತ್ತಾಯಿಸಿದ್ದಾರೆ. ತುಮಕೂರು ತಾಲೂಕು ಬೆಳಧರ ಗ್ರಾ.ಪಂ.ನ ಒಂದೇ ಅಧ್ಯಕ್ಷರ ಅವಧಿಯಲ್ಲಿ ಮೂವರು ಪಿಡಿಒಗಳು ಬದಲಾಗಿದ್ದಾರೆ. ಕಾರಣವೆಂದರೆ ಗ್ರಾ.ಪಂ.ಅಧ್ಯಕ್ಷರು, ಉಪಾಧ್ಯಕ್ಷರ ಒತ್ತಡ. ಚುನಾಯಿತ ಪ್ರತಿನಿಧಿಗಳ ಮಾತು ಕೇಳಲಿಲ್ಲ ಎಂಬ ಕಾರಣಕ್ಕೆ, ಕಚೇರಿಗೆ ಒಂದು ಶೌಚಾಲಯ ನಿರ್ಮಾಣ ಮಾಡಿಕೊಂಡಿದ್ದೇನೆ ನವ ಮಾಡಿಕೊಂಡು ಮಹಿಳಾ ಪಿಡಿಒಗೆ ಇಲ್ಲಸಲ್ಲದ ಕಿರುಕುಳ ನೀಡಲಾಗುತ್ತಿದೆ. ಎಷ್ಟೋ ಗ್ರಾ.ಪಂಗಳಲ್ಲಿ ಕೆಲಸ ಮಾಡಲು ಪಿಡಿಒಗಳು ಹೆದರುವಂತಹ ಸ್ಥಿತಿ ಇದೆ. ಹಾಗಾಗಿ ಜಿಲ್ಲಾ ಪಂಚಾಯಿತಿ ಸಿಇಒ ಅವರು ಕೂಡಲೇ ಇಂತಹ ಪ್ರಕರಣಗಳ ಬಗ್ಗೆ ತನಿಖೆ ನಡೆಸಿ,ಭಯಮುಕ್ತ ವಾತಾವರಣ ನಿರ್ಮಾಣ ಮಾಡಬೇಕೆಂಬುದು ನಮ್ಮ ಆಗ್ರಹವಾಗಿದೆ ಎಂದು ಹೆಚ್.ಕೆ.ಶಿವಕುಮಾರ್ ನುಡಿದರು. [762, 453, 922, 600]
pavagada-headline-2: ಧೈರ್ಯದಿಂದ ಪರೀಕ್ಷೆ ಬರೆಯುವಂತೆ ವಿದ್ಯಾರ್ಥಿಗಳಿಗೆ ಬಿಇಒ ಇಂದ್ರಾಣಮ್ಮ ಸಲಹೆ [447, 91, 823, 109]
